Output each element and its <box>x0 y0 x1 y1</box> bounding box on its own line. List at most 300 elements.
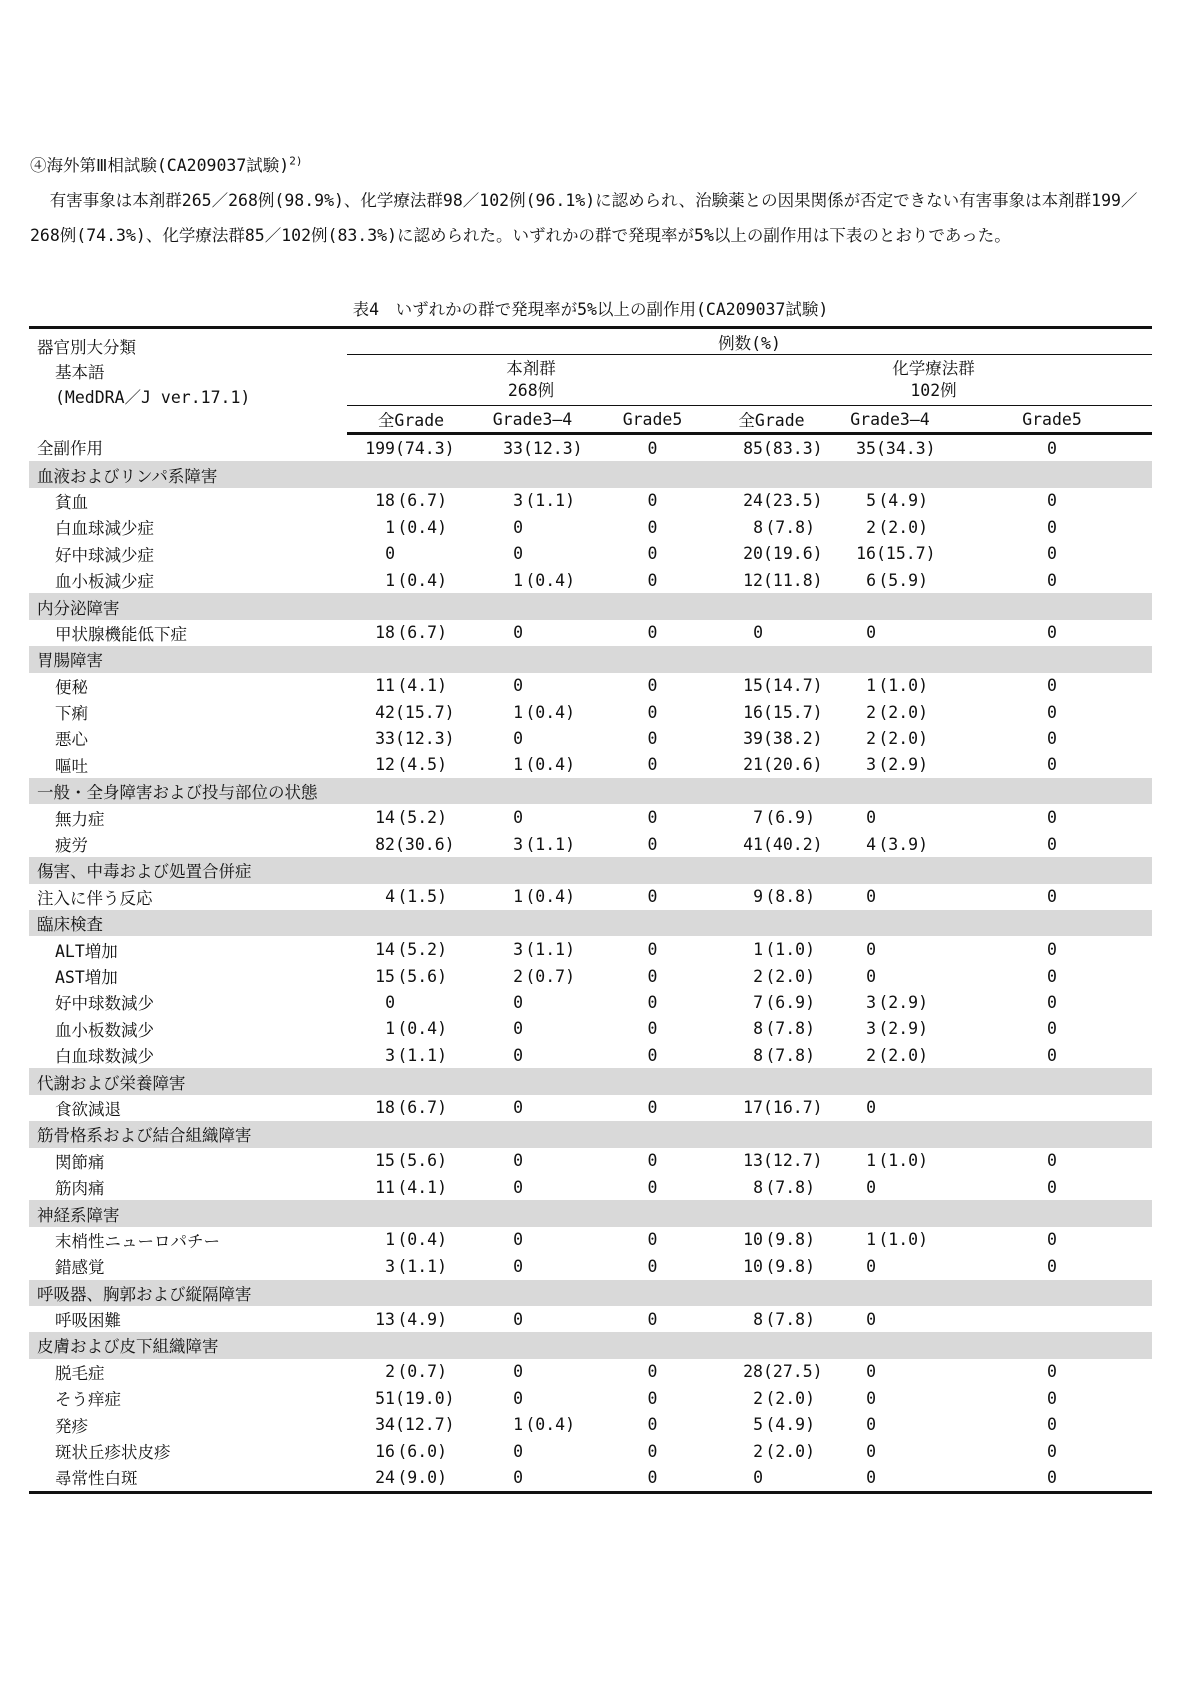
g1-grade5-cell: 0 <box>647 676 658 696</box>
table-row <box>29 1174 1152 1200</box>
case-percent: (12.7) <box>763 1151 823 1171</box>
case-count: 1 <box>385 1230 395 1250</box>
g2-all-grade-cell <box>715 620 828 646</box>
case-count: 0 <box>753 623 763 643</box>
category-label: 皮膚および皮下組織障害 <box>29 1332 1152 1358</box>
g1-all-grade-cell <box>347 1042 475 1068</box>
case-percent: (14.7) <box>763 676 823 696</box>
case-count: 16 <box>743 702 763 722</box>
g1-grade34-cell <box>475 1385 590 1411</box>
case-count: 14 <box>375 808 395 828</box>
g1-grade5-cell: 0 <box>647 992 658 1012</box>
g1-all-grade-cell <box>347 884 475 910</box>
case-count: 2 <box>753 1388 763 1408</box>
category-row <box>29 778 1152 804</box>
row-term: 白血球減少症 <box>55 519 154 539</box>
case-percent: (5.2) <box>397 808 447 828</box>
case-percent: (6.9) <box>765 992 815 1012</box>
header-g1-all-grade: 全Grade <box>347 406 475 434</box>
header-g1-grade5: Grade5 <box>590 406 715 434</box>
case-count: 2 <box>866 1045 876 1065</box>
case-count: 39 <box>743 728 763 748</box>
case-percent: (2.0) <box>878 702 928 722</box>
table-row <box>29 725 1152 751</box>
g2-grade5-cell: 0 <box>1047 702 1057 722</box>
g1-grade34-cell <box>475 673 590 699</box>
case-percent: (9.8) <box>765 1256 815 1276</box>
g1-all-grade-cell <box>347 804 475 830</box>
case-count: 15 <box>375 1151 395 1171</box>
case-count: 1 <box>866 1230 876 1250</box>
case-count: 9 <box>753 887 763 907</box>
g1-grade5-cell: 0 <box>647 1256 658 1276</box>
case-count: 0 <box>513 676 523 696</box>
g1-grade34-cell <box>475 936 590 962</box>
g2-grade5-cell <box>952 1306 1152 1332</box>
g1-grade34-cell <box>475 989 590 1015</box>
g2-grade5-cell: 0 <box>1047 1415 1057 1435</box>
table-row <box>29 1148 1152 1174</box>
case-count: 0 <box>866 623 876 643</box>
case-percent: (1.5) <box>397 887 447 907</box>
table-row <box>29 620 1152 646</box>
g1-grade34-cell <box>475 567 590 593</box>
g2-grade34-cell <box>828 699 952 725</box>
category-label: 筋骨格系および結合組織障害 <box>29 1121 1152 1147</box>
g1-grade5-cell: 0 <box>647 1177 658 1197</box>
table-body <box>29 434 1152 1493</box>
g2-grade34-cell <box>828 673 952 699</box>
case-percent: (1.1) <box>525 940 575 960</box>
row-term: AST増加 <box>55 968 118 987</box>
case-percent: (20.6) <box>763 755 823 775</box>
g1-grade34-cell <box>475 1095 590 1121</box>
table-row <box>29 1016 1152 1042</box>
row-term: 呼吸困難 <box>55 1311 121 1331</box>
case-percent: (1.1) <box>525 834 575 854</box>
case-count: 0 <box>866 1362 876 1382</box>
g1-grade34-cell <box>475 1253 590 1279</box>
case-count: 3 <box>866 992 876 1012</box>
table-row <box>29 963 1152 989</box>
case-count: 2 <box>753 1441 763 1461</box>
g1-all-grade-cell <box>347 620 475 646</box>
case-percent: (0.4) <box>397 570 447 590</box>
case-count: 2 <box>513 966 523 986</box>
case-count: 28 <box>743 1362 763 1382</box>
case-count: 0 <box>513 544 523 564</box>
g1-all-grade-cell <box>347 1438 475 1464</box>
case-count: 0 <box>866 1388 876 1408</box>
g1-grade5-cell: 0 <box>647 1230 658 1250</box>
g1-grade5-cell: 0 <box>647 1151 658 1171</box>
case-count: 2 <box>866 702 876 722</box>
case-percent: (15.7) <box>876 544 936 564</box>
g2-all-grade-cell <box>715 831 828 857</box>
case-count: 199 <box>365 438 395 458</box>
case-count: 12 <box>743 570 763 590</box>
case-percent: (5.2) <box>397 940 447 960</box>
g2-grade5-cell <box>952 1095 1152 1121</box>
case-count: 10 <box>743 1256 763 1276</box>
row-term: そう痒症 <box>55 1390 121 1410</box>
g2-all-grade-cell <box>715 673 828 699</box>
case-count: 0 <box>753 1467 763 1487</box>
g1-grade34-cell <box>475 804 590 830</box>
reference-superscript: 2) <box>289 154 303 168</box>
g2-all-grade-cell <box>715 434 828 462</box>
g1-all-grade-cell <box>347 831 475 857</box>
case-count: 2 <box>385 1362 395 1382</box>
case-count: 1 <box>513 755 523 775</box>
g2-grade34-cell <box>828 884 952 910</box>
case-percent: (4.9) <box>397 1309 447 1329</box>
g2-all-grade-cell <box>715 488 828 514</box>
g1-all-grade-cell <box>347 936 475 962</box>
case-percent: (0.4) <box>525 570 575 590</box>
row-term: 末梢性ニューロパチー <box>55 1231 220 1251</box>
case-count: 82 <box>375 834 395 854</box>
g2-all-grade-cell <box>715 1174 828 1200</box>
case-percent: (9.8) <box>765 1230 815 1250</box>
case-percent: (74.3) <box>395 438 455 458</box>
case-count: 34 <box>375 1415 395 1435</box>
row-term: 関節痛 <box>55 1152 105 1172</box>
case-count: 1 <box>513 1415 523 1435</box>
case-count: 11 <box>375 676 395 696</box>
case-percent: (0.7) <box>525 966 575 986</box>
g1-all-grade-cell <box>347 673 475 699</box>
g2-grade34-cell <box>828 752 952 778</box>
g1-grade5-cell: 0 <box>647 1388 658 1408</box>
case-count: 15 <box>375 966 395 986</box>
g2-grade5-cell: 0 <box>1047 544 1057 564</box>
category-row <box>29 1280 1152 1306</box>
case-percent: (34.3) <box>876 438 936 458</box>
category-row <box>29 646 1152 672</box>
category-label: 血液およびリンパ系障害 <box>29 461 1152 487</box>
g1-grade5-cell: 0 <box>647 702 658 722</box>
g1-all-grade-cell <box>347 699 475 725</box>
header-cases-pct: 例数(%) <box>347 328 1152 355</box>
case-percent: (4.1) <box>397 676 447 696</box>
case-count: 18 <box>375 1098 395 1118</box>
case-count: 2 <box>866 728 876 748</box>
case-count: 8 <box>753 1045 763 1065</box>
case-count: 0 <box>513 517 523 537</box>
g1-all-grade-cell <box>347 725 475 751</box>
g1-grade5-cell: 0 <box>647 1362 658 1382</box>
table-row <box>29 1411 1152 1437</box>
case-count: 3 <box>385 1256 395 1276</box>
category-row <box>29 1121 1152 1147</box>
row-term: 斑状丘疹状皮疹 <box>55 1443 171 1463</box>
case-count: 0 <box>513 1098 523 1118</box>
g2-grade5-cell: 0 <box>1047 676 1057 696</box>
case-percent: (12.7) <box>395 1415 455 1435</box>
case-percent: (15.7) <box>763 702 823 722</box>
case-count: 5 <box>866 491 876 511</box>
case-percent: (4.9) <box>765 1415 815 1435</box>
g2-all-grade-cell <box>715 1042 828 1068</box>
case-percent: (2.9) <box>878 992 928 1012</box>
row-term: 甲状腺機能低下症 <box>55 624 187 644</box>
g2-all-grade-cell <box>715 1253 828 1279</box>
g2-grade34-cell <box>828 1227 952 1253</box>
g2-grade34-cell <box>828 725 952 751</box>
g2-all-grade-cell <box>715 804 828 830</box>
g1-grade5-cell: 0 <box>647 940 658 960</box>
table-row <box>29 1253 1152 1279</box>
case-count: 13 <box>375 1309 395 1329</box>
case-percent: (7.8) <box>765 1045 815 1065</box>
g1-all-grade-cell <box>347 541 475 567</box>
g2-grade5-cell: 0 <box>1047 887 1057 907</box>
g2-grade5-cell: 0 <box>1047 570 1057 590</box>
case-count: 12 <box>375 755 395 775</box>
case-percent: (6.7) <box>397 623 447 643</box>
case-count: 10 <box>743 1230 763 1250</box>
g1-grade34-cell <box>475 488 590 514</box>
g1-all-grade-cell <box>347 1306 475 1332</box>
header-soc-label: 器官別大分類 <box>37 338 136 357</box>
table-row <box>29 541 1152 567</box>
g1-all-grade-cell <box>347 1148 475 1174</box>
g1-grade5-cell: 0 <box>647 728 658 748</box>
header-g2-grade5: Grade5 <box>952 406 1152 434</box>
case-percent: (6.9) <box>765 808 815 828</box>
header-g2-all-grade: 全Grade <box>715 406 828 434</box>
g1-grade5-cell: 0 <box>647 834 658 854</box>
row-term: ALT増加 <box>55 941 118 961</box>
g2-grade34-cell <box>828 1095 952 1121</box>
case-count: 0 <box>866 1415 876 1435</box>
case-percent: (4.9) <box>878 491 928 511</box>
header-pt-label: 基本語 <box>55 363 105 382</box>
case-percent: (40.2) <box>763 834 823 854</box>
summary-row <box>29 884 1152 910</box>
case-count: 4 <box>385 887 395 907</box>
case-count: 0 <box>513 1045 523 1065</box>
case-percent: (6.7) <box>397 491 447 511</box>
category-label: 神経系障害 <box>29 1200 1152 1226</box>
case-count: 35 <box>856 438 876 458</box>
row-term: 嘔吐 <box>55 756 88 776</box>
table-row <box>29 1438 1152 1464</box>
section-heading <box>30 152 302 176</box>
case-count: 18 <box>375 491 395 511</box>
header-label-cell <box>29 328 347 434</box>
table-row <box>29 488 1152 514</box>
case-percent: (19.0) <box>395 1388 455 1408</box>
case-percent: (1.0) <box>878 676 928 696</box>
g1-grade34-cell <box>475 1174 590 1200</box>
g2-all-grade-cell <box>715 1095 828 1121</box>
g1-grade5-cell: 0 <box>647 1441 658 1461</box>
case-count: 3 <box>866 1019 876 1039</box>
g2-grade34-cell <box>828 989 952 1015</box>
g2-all-grade-cell <box>715 936 828 962</box>
g2-grade34-cell <box>828 1411 952 1437</box>
case-percent: (2.0) <box>765 966 815 986</box>
table-row <box>29 1095 1152 1121</box>
g2-grade5-cell: 0 <box>1047 992 1057 1012</box>
case-percent: (0.4) <box>397 1230 447 1250</box>
row-term: 発疹 <box>55 1416 88 1436</box>
case-count: 0 <box>513 1230 523 1250</box>
category-label: 代謝および栄養障害 <box>29 1068 1152 1094</box>
g1-grade34-cell <box>475 434 590 462</box>
table-row <box>29 804 1152 830</box>
case-count: 0 <box>866 887 876 907</box>
case-count: 5 <box>753 1415 763 1435</box>
g2-grade34-cell <box>828 1174 952 1200</box>
case-count: 0 <box>866 1441 876 1461</box>
g2-grade5-cell: 0 <box>1047 1177 1057 1197</box>
case-count: 16 <box>856 544 876 564</box>
case-percent: (2.9) <box>878 755 928 775</box>
table-row <box>29 936 1152 962</box>
case-percent: (4.5) <box>397 755 447 775</box>
table-row <box>29 514 1152 540</box>
case-count: 0 <box>866 1309 876 1329</box>
header-g2-grade34: Grade3―4 <box>828 406 952 434</box>
g2-grade5-cell: 0 <box>1047 1441 1057 1461</box>
category-row <box>29 1200 1152 1226</box>
case-percent: (7.8) <box>765 1019 815 1039</box>
case-percent: (9.0) <box>397 1467 447 1487</box>
g2-all-grade-cell <box>715 699 828 725</box>
case-count: 15 <box>743 676 763 696</box>
row-term: 全副作用 <box>37 439 103 459</box>
g2-grade34-cell <box>828 1359 952 1385</box>
category-label: 胃腸障害 <box>29 646 1152 672</box>
case-percent: (19.6) <box>763 544 823 564</box>
case-count: 24 <box>743 491 763 511</box>
case-count: 0 <box>385 544 395 564</box>
case-percent: (6.0) <box>397 1441 447 1461</box>
g1-grade34-cell <box>475 1464 590 1492</box>
g2-grade5-cell: 0 <box>1047 1230 1057 1250</box>
category-row <box>29 857 1152 883</box>
g2-all-grade-cell <box>715 1016 828 1042</box>
case-percent: (6.7) <box>397 1098 447 1118</box>
g2-grade5-cell: 0 <box>1047 808 1057 828</box>
g2-grade5-cell: 0 <box>1047 1256 1057 1276</box>
case-count: 17 <box>743 1098 763 1118</box>
g2-grade34-cell <box>828 1306 952 1332</box>
g2-all-grade-cell <box>715 514 828 540</box>
g1-all-grade-cell <box>347 1016 475 1042</box>
case-count: 8 <box>753 1309 763 1329</box>
g1-grade34-cell <box>475 1359 590 1385</box>
case-percent: (0.4) <box>397 517 447 537</box>
g1-all-grade-cell <box>347 1411 475 1437</box>
g1-grade34-cell <box>475 752 590 778</box>
g2-grade34-cell <box>828 804 952 830</box>
row-term: 脱毛症 <box>55 1363 105 1383</box>
g1-grade34-cell <box>475 1438 590 1464</box>
case-percent: (12.3) <box>523 438 583 458</box>
g1-grade34-cell <box>475 1148 590 1174</box>
g2-all-grade-cell <box>715 1464 828 1492</box>
g2-grade5-cell: 0 <box>1047 491 1057 511</box>
g2-grade34-cell <box>828 514 952 540</box>
case-percent: (2.0) <box>765 1441 815 1461</box>
case-count: 4 <box>866 834 876 854</box>
g1-grade34-cell <box>475 884 590 910</box>
row-term: 血小板数減少 <box>55 1020 154 1040</box>
case-count: 13 <box>743 1151 763 1171</box>
g2-grade5-cell: 0 <box>1047 1019 1057 1039</box>
category-row <box>29 1068 1152 1094</box>
g2-grade34-cell <box>828 1464 952 1492</box>
case-count: 3 <box>513 491 523 511</box>
case-percent: (1.0) <box>765 940 815 960</box>
row-term: 無力症 <box>55 809 105 829</box>
g2-grade34-cell <box>828 434 952 462</box>
g2-grade5-cell: 0 <box>1047 1151 1057 1171</box>
g2-grade34-cell <box>828 963 952 989</box>
case-count: 1 <box>513 702 523 722</box>
case-count: 41 <box>743 834 763 854</box>
g2-grade34-cell <box>828 1148 952 1174</box>
g1-grade34-cell <box>475 514 590 540</box>
case-count: 21 <box>743 755 763 775</box>
row-term: 白血球数減少 <box>55 1047 154 1067</box>
g1-all-grade-cell <box>347 1095 475 1121</box>
g1-grade5-cell: 0 <box>647 491 658 511</box>
g2-grade5-cell: 0 <box>1047 834 1057 854</box>
row-term: 尋常性白斑 <box>29 1464 347 1492</box>
g1-grade5-cell: 0 <box>647 1045 658 1065</box>
category-row <box>29 910 1152 936</box>
g2-all-grade-cell <box>715 567 828 593</box>
g2-grade34-cell <box>828 620 952 646</box>
body-paragraph: 有害事象は本剤群265／268例(98.9%)、化学療法群98／102例(96.1%)に認められ、治験薬との因果関係が否定できない有害事象は本剤群199／268例(74.3%)、化学療法群85／102例(83.3%)に認められた。いずれかの群で発現率が5%以上の副作用は下表のとおりであった。 <box>30 191 1138 245</box>
row-term: 血小板減少症 <box>55 572 154 592</box>
case-percent: (0.4) <box>525 1415 575 1435</box>
g1-grade34-cell <box>475 725 590 751</box>
case-count: 0 <box>513 1309 523 1329</box>
g1-all-grade-cell <box>347 989 475 1015</box>
g1-grade34-cell <box>475 831 590 857</box>
case-count: 85 <box>743 438 763 458</box>
case-percent: (8.8) <box>765 887 815 907</box>
header-g1-grade34: Grade3―4 <box>475 406 590 434</box>
table-row <box>29 1306 1152 1332</box>
g1-grade5-cell: 0 <box>647 438 658 458</box>
case-count: 0 <box>513 623 523 643</box>
g2-grade5-cell: 0 <box>1047 966 1057 986</box>
table-row <box>29 1464 1152 1492</box>
g1-grade5-cell: 0 <box>647 1309 658 1329</box>
case-count: 1 <box>866 1151 876 1171</box>
case-count: 0 <box>513 1256 523 1276</box>
g2-all-grade-cell <box>715 1306 828 1332</box>
case-percent: (30.6) <box>395 834 455 854</box>
row-term: 好中球減少症 <box>55 545 154 565</box>
table-row <box>29 1385 1152 1411</box>
g1-all-grade-cell <box>347 1385 475 1411</box>
case-count: 6 <box>866 570 876 590</box>
header-group2 <box>715 355 1152 406</box>
case-percent: (1.0) <box>878 1151 928 1171</box>
g2-grade34-cell <box>828 1016 952 1042</box>
case-count: 0 <box>513 1019 523 1039</box>
g1-all-grade-cell <box>347 1253 475 1279</box>
g2-grade5-cell: 0 <box>1047 623 1057 643</box>
